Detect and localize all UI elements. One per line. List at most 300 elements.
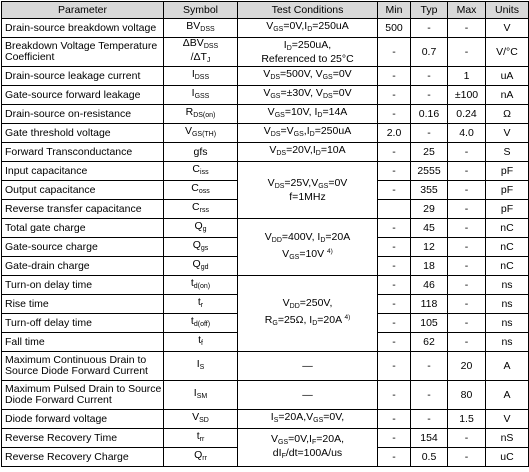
header-typ: Typ [411, 2, 448, 19]
text-run: =V [280, 125, 294, 137]
header-parameter: Parameter [2, 2, 164, 19]
text-run: =0V, [323, 411, 345, 423]
max-cell: - [448, 181, 486, 200]
symbol-cell [164, 219, 238, 238]
min-cell: - [378, 429, 411, 448]
subscript: GS [278, 438, 289, 446]
text-run: V [266, 20, 274, 32]
parameter-line: Total gate charge [5, 221, 86, 234]
symbol-cell [164, 314, 238, 333]
parameter-line: Drain-source leakage current [5, 69, 141, 82]
symbol-cell [164, 86, 238, 105]
typ-cell: 62 [411, 333, 448, 352]
symbol-cell [164, 352, 238, 381]
symbol-main: I [191, 68, 195, 80]
table-row [2, 19, 529, 38]
min-cell: 2.0 [378, 124, 411, 143]
typ-cell: 0.7 [411, 38, 448, 67]
typ-cell: 12 [411, 238, 448, 257]
text-run: =10V [299, 247, 328, 260]
table-row [2, 162, 529, 181]
test-conditions-cell [238, 162, 378, 219]
typ-cell: 18 [411, 257, 448, 276]
parameter-cell [2, 276, 164, 295]
symbol-main: C [192, 201, 200, 213]
symbol-subscript: rss [199, 207, 209, 214]
min-cell: - [378, 276, 411, 295]
max-cell: 20 [448, 352, 486, 381]
header-units: Units [486, 2, 529, 19]
max-cell: - [448, 238, 486, 257]
text-run: /ΔT [190, 51, 207, 63]
max-cell: - [448, 448, 486, 467]
parameter-line: Source Diode Forward Current [5, 365, 148, 377]
typ-cell: 105 [411, 314, 448, 333]
typ-cell: 25 [411, 143, 448, 162]
note-ref: 4) [327, 247, 333, 255]
min-cell: - [378, 381, 411, 410]
text-run: =0V,I [288, 432, 312, 445]
parameter-line: Gate-source charge [5, 240, 98, 253]
units-cell: A [486, 352, 529, 381]
header-row [2, 2, 529, 19]
subscript: DS [274, 182, 285, 190]
min-cell: - [378, 295, 411, 314]
symbol-subscript: rr [199, 436, 205, 443]
parameter-line: Gate-source forward leakage [5, 88, 141, 101]
symbol-main: I [191, 87, 195, 99]
table-row [2, 410, 529, 429]
parameter-line: Output capacitance [5, 183, 96, 196]
text-run: /dt=100A/us [285, 446, 343, 459]
min-cell: - [378, 333, 411, 352]
symbol-main: Q [192, 239, 201, 251]
parameter-line: Fall time [5, 335, 45, 348]
text-run: =250uA [312, 20, 349, 32]
max-cell: - [448, 219, 486, 238]
max-cell: - [448, 19, 486, 38]
text-run: V [282, 247, 290, 260]
symbol-cell [164, 295, 238, 314]
symbol-main: BV [186, 20, 201, 32]
subscript: F [281, 452, 286, 460]
symbol-main: I [193, 387, 197, 399]
header-symbol: Symbol [164, 2, 238, 19]
text-run: dI [272, 446, 282, 459]
min-cell: - [378, 352, 411, 381]
parameter-cell [2, 200, 164, 219]
typ-cell: - [411, 19, 448, 38]
subscript: DD [271, 236, 282, 244]
symbol-cell [164, 333, 238, 352]
text-run: =25Ω, I [277, 314, 313, 326]
text-run: =250uA [314, 125, 352, 137]
text-run: I [270, 411, 274, 423]
max-cell: - [448, 429, 486, 448]
units-cell: nC [486, 219, 529, 238]
note-ref: 4) [344, 314, 351, 321]
typ-cell: - [411, 381, 448, 410]
symbol-main: t [196, 430, 200, 442]
parameter-line: Coefficient [5, 51, 55, 63]
symbol-cell [164, 429, 238, 448]
text-run: V [267, 176, 275, 189]
parameter-cell [2, 410, 164, 429]
test-conditions-cell [238, 276, 378, 352]
table-row [2, 352, 529, 381]
symbol-subscript: GSS [194, 93, 210, 100]
min-cell: - [378, 181, 411, 200]
units-cell: S [486, 143, 529, 162]
units-cell: nC [486, 238, 529, 257]
text-run: R [264, 314, 273, 326]
table-row [2, 67, 529, 86]
test-conditions-cell [238, 381, 378, 410]
min-cell: - [378, 257, 411, 276]
table-row [2, 38, 529, 67]
text-run: ΔBV [182, 37, 204, 49]
text-run: V [263, 68, 271, 80]
text-run: — [302, 388, 313, 401]
symbol-cell [164, 67, 238, 86]
text-run: I [283, 38, 287, 51]
units-cell: Ω [486, 105, 529, 124]
symbol-subscript: S [199, 364, 205, 371]
max-cell: - [448, 162, 486, 181]
units-cell: uA [486, 67, 529, 86]
text-run: V [264, 230, 272, 243]
symbol-main: gfs [193, 145, 208, 158]
symbol-cell [164, 181, 238, 200]
units-cell: ns [486, 295, 529, 314]
parameter-cell [2, 86, 164, 105]
text-run: V [270, 432, 278, 445]
text-run: =14A [322, 106, 348, 118]
max-cell: 4.0 [448, 124, 486, 143]
symbol-subscript: gs [200, 245, 209, 252]
text-run: V [263, 87, 271, 99]
table-row [2, 86, 529, 105]
units-cell: pF [486, 200, 529, 219]
max-cell: - [448, 38, 486, 67]
symbol-cell [164, 124, 238, 143]
units-cell: nC [486, 257, 529, 276]
typ-cell: 0.5 [411, 448, 448, 467]
parameter-line: Diode forward voltage [5, 412, 108, 425]
symbol-subscript: d(off) [193, 321, 211, 328]
text-run: =0V [332, 68, 352, 80]
symbol-subscript: g [202, 226, 207, 233]
symbol-cell [164, 381, 238, 410]
parameter-line: Input capacitance [5, 164, 88, 177]
text-run: — [302, 359, 313, 372]
min-cell: - [378, 238, 411, 257]
typ-cell: - [411, 352, 448, 381]
typ-cell: - [411, 67, 448, 86]
test-conditions-cell [238, 86, 378, 105]
parameter-cell [2, 219, 164, 238]
subscript: DS [270, 131, 281, 138]
subscript: GS [289, 253, 300, 261]
test-conditions-cell [238, 105, 378, 124]
parameter-line: Rise time [5, 297, 49, 310]
symbol-subscript: iss [200, 169, 209, 176]
parameter-line: Diode Forward Current [5, 394, 112, 406]
min-cell: 500 [378, 19, 411, 38]
text-run: =250uA, [291, 38, 332, 51]
symbol-subscript: DSS [194, 74, 210, 81]
text-run: V [269, 144, 277, 156]
symbol-cell [164, 200, 238, 219]
subscript: DD [289, 303, 300, 310]
text-run: =500V, V [280, 68, 323, 80]
subscript: GS [313, 417, 324, 424]
parameter-cell [2, 19, 164, 38]
parameter-cell [2, 314, 164, 333]
max-cell: - [448, 200, 486, 219]
units-cell: V/°C [486, 38, 529, 67]
subscript: DS [276, 150, 287, 157]
max-cell: ±100 [448, 86, 486, 105]
parameter-line: Reverse Recovery Charge [5, 450, 129, 463]
subscript: D [320, 236, 326, 244]
min-cell: - [378, 410, 411, 429]
symbol-subscript: GS(TH) [191, 131, 217, 138]
symbol-main: V [184, 125, 192, 137]
text-run: =400V, I [281, 230, 321, 243]
parameter-line: Maximum Continuous Drain to [5, 354, 147, 366]
symbol-main: R [185, 106, 194, 118]
text-run: =10A [320, 144, 346, 156]
text-run: ,I [303, 125, 310, 137]
typ-cell: - [411, 410, 448, 429]
subscript: G [272, 320, 278, 327]
subscript: GS [322, 74, 333, 81]
subscript: DSS [203, 43, 219, 50]
table-row [2, 124, 529, 143]
subscript: GS [274, 112, 285, 119]
typ-cell: 45 [411, 219, 448, 238]
typ-cell: 355 [411, 181, 448, 200]
symbol-subscript: SD [199, 417, 209, 424]
symbol-cell [164, 143, 238, 162]
max-cell: - [448, 333, 486, 352]
max-cell: 1 [448, 67, 486, 86]
symbol-main: t [190, 315, 194, 327]
units-cell: A [486, 381, 529, 410]
symbol-cell [164, 276, 238, 295]
parameter-line: Breakdown Voltage Temperature [5, 40, 158, 52]
symbol-main: Q [194, 220, 203, 232]
parameter-cell [2, 295, 164, 314]
subscript: DS [322, 93, 333, 100]
text-run: f=1MHz [289, 190, 326, 203]
symbol-subscript: SM [196, 393, 208, 400]
subscript: GS [273, 26, 284, 33]
text-run: =±30V, V [280, 87, 323, 99]
min-cell: - [378, 38, 411, 67]
table-row [2, 143, 529, 162]
parameter-cell [2, 429, 164, 448]
text-run: =20A [317, 314, 345, 326]
symbol-main: t [190, 277, 194, 289]
parameter-cell [2, 67, 164, 86]
max-cell: - [448, 314, 486, 333]
parameter-cell [2, 162, 164, 181]
symbol-subscript: gd [200, 264, 209, 271]
parameter-cell [2, 448, 164, 467]
text-run: =0V [328, 176, 348, 189]
text-run: V [282, 297, 290, 309]
min-cell: - [378, 86, 411, 105]
parameter-cell [2, 333, 164, 352]
table-row [2, 381, 529, 410]
symbol-subscript: DS(on) [193, 112, 216, 119]
text-run: V [267, 106, 275, 118]
min-cell: - [378, 67, 411, 86]
subscript: GS [318, 182, 329, 190]
subscript: D [317, 112, 323, 119]
test-conditions-cell [238, 38, 378, 67]
subscript: D [286, 44, 292, 52]
max-cell: 80 [448, 381, 486, 410]
units-cell: pF [486, 162, 529, 181]
subscript: D [309, 131, 315, 138]
parameter-line: Reverse transfer capacitance [5, 202, 142, 215]
units-cell: pF [486, 181, 529, 200]
parameter-cell [2, 105, 164, 124]
max-cell: - [448, 276, 486, 295]
min-cell: - [378, 105, 411, 124]
units-cell: V [486, 19, 529, 38]
max-cell: - [448, 143, 486, 162]
table-row [2, 276, 529, 295]
text-run: =0V [332, 87, 352, 99]
max-cell: - [448, 257, 486, 276]
units-cell: ns [486, 314, 529, 333]
symbol-subscript: d(on) [193, 283, 211, 290]
subscript: D [315, 150, 321, 157]
text-run: =20A, [316, 432, 344, 445]
max-cell: 1.5 [448, 410, 486, 429]
symbol-main: V [192, 411, 200, 423]
symbol-subscript: oss [198, 188, 210, 195]
units-cell: nA [486, 86, 529, 105]
symbol-cell [164, 257, 238, 276]
parameter-line: Gate threshold voltage [5, 126, 111, 139]
symbol-subscript: DSS [200, 26, 215, 33]
typ-cell: 29 [411, 200, 448, 219]
min-cell: - [378, 143, 411, 162]
parameter-line: Reverse Recovery Time [5, 431, 118, 444]
units-cell: V [486, 124, 529, 143]
parameter-cell [2, 381, 164, 410]
min-cell: - [378, 314, 411, 333]
test-conditions-cell [238, 352, 378, 381]
text-run: =20A [325, 230, 351, 243]
max-cell: - [448, 295, 486, 314]
parameter-cell [2, 238, 164, 257]
parameter-cell [2, 181, 164, 200]
subscript: J [206, 57, 211, 64]
typ-cell: 154 [411, 429, 448, 448]
header-test-conditions: Test Conditions [238, 2, 378, 19]
subscript: D [312, 320, 318, 327]
symbol-main: t [197, 296, 201, 308]
parameter-line: Drain-source breakdown voltage [5, 21, 157, 34]
text-run: =20V,I [286, 144, 316, 156]
subscript: F [311, 438, 317, 446]
parameter-cell [2, 257, 164, 276]
typ-cell: 2555 [411, 162, 448, 181]
symbol-main: C [192, 163, 201, 175]
table-row [2, 105, 529, 124]
symbol-subscript: rr [202, 455, 207, 462]
subscript: GS [270, 93, 281, 100]
subscript: GS [293, 131, 304, 138]
subscript: D [307, 26, 313, 33]
parameter-line: Forward Transconductance [5, 145, 133, 158]
max-cell: 0.24 [448, 105, 486, 124]
parameter-line: Turn-off delay time [5, 316, 92, 329]
symbol-main: Q [192, 258, 201, 270]
min-cell [378, 200, 411, 219]
min-cell: - [378, 219, 411, 238]
units-cell: ns [486, 333, 529, 352]
typ-cell: 46 [411, 276, 448, 295]
symbol-cell [164, 38, 238, 67]
symbol-subscript: r [200, 302, 204, 309]
parameter-cell [2, 38, 164, 67]
units-cell: uC [486, 448, 529, 467]
parameter-cell [2, 143, 164, 162]
typ-cell: - [411, 124, 448, 143]
symbol-cell [164, 19, 238, 38]
text-run: =250V, [299, 297, 333, 309]
symbol-main: t [198, 334, 201, 346]
text-run: =25V,V [284, 176, 319, 189]
symbol-cell [164, 410, 238, 429]
units-cell: ns [486, 276, 529, 295]
parameter-line: Maximum Pulsed Drain to Source [5, 383, 162, 395]
test-conditions-cell [238, 429, 378, 467]
test-conditions-cell [238, 67, 378, 86]
symbol-main: C [191, 182, 199, 194]
parameter-cell [2, 352, 164, 381]
symbol-main: I [196, 358, 200, 370]
symbol-cell [164, 238, 238, 257]
text-run: =20A,V [278, 411, 314, 423]
test-conditions-cell [238, 410, 378, 429]
header-min: Min [378, 2, 411, 19]
symbol-subscript: f [200, 340, 203, 347]
typ-cell: 118 [411, 295, 448, 314]
table-row [2, 219, 529, 238]
parameter-cell [2, 124, 164, 143]
typ-cell: - [411, 86, 448, 105]
units-cell: V [486, 410, 529, 429]
electrical-characteristics-table [1, 1, 529, 467]
parameter-line: Gate-drain charge [5, 259, 90, 272]
header-max: Max [448, 2, 486, 19]
text-run: V [263, 125, 271, 137]
subscript: DS [270, 74, 281, 81]
table-body [2, 19, 529, 467]
test-conditions-cell [238, 124, 378, 143]
text-run: =10V, I [284, 106, 318, 118]
text-run: Referenced to 25°C [261, 52, 354, 65]
parameter-line: Drain-source on-resistance [5, 107, 132, 120]
